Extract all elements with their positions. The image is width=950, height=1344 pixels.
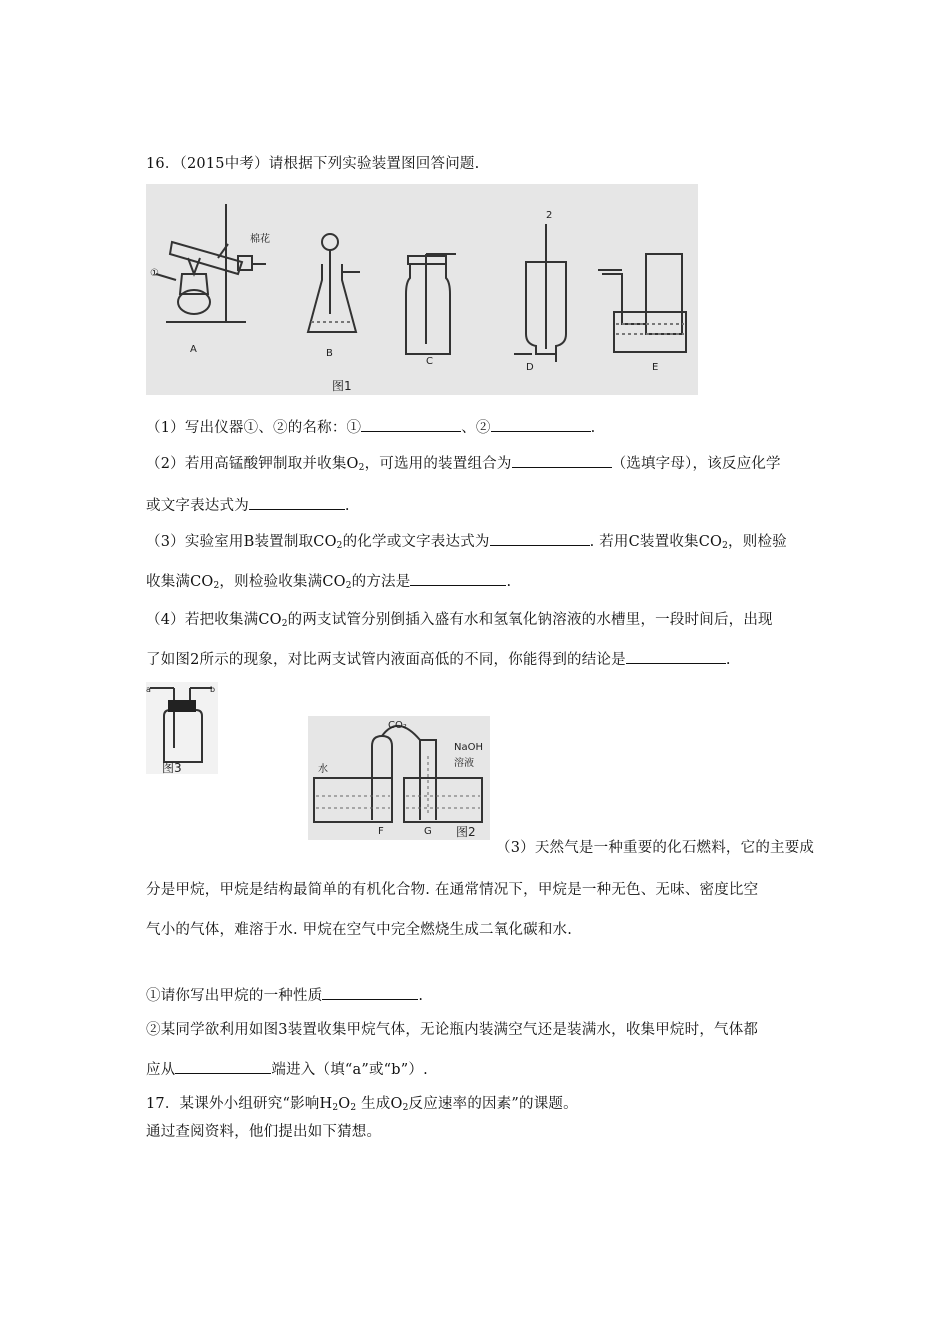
answer-blank [249,495,345,511]
apparatus-e-label: E [652,362,659,373]
apparatus-d-label: D [526,362,534,373]
answer-blank [490,531,590,547]
apparatus-a-label: A [190,344,197,355]
q16-part2: （2）若用高锰酸钾制取并收集$O_2$，可选用的装置组合为 （选填字母），该反应化学 [146,452,781,473]
q16-methane-collect-cont: 应从 端进入（填“a”或“b”）. [146,1058,428,1079]
port-b-label: b [210,685,216,694]
q16-part4-cont: 了如图2所示的现象，对比两支试管内液面高低的不同，你能得到的结论是 . [146,648,731,669]
question-17-title: 17．某课外小组研究“影响$H_2O_2$ 生成$O_2$反应速率的因素”的课题。 [146,1096,578,1113]
figure-2-caption: 图2 [456,825,476,839]
q16-part3-cont: 收集满$CO_2$，则检验收集满$CO_2$的方法是 . [146,570,511,591]
q16-gas-line2: 分是甲烷，甲烷是结构最简单的有机化合物. 在通常情况下，甲烷是一种无色、无味、密度比空 [146,882,759,898]
figure-1 [146,184,698,395]
water-label: 水 [318,764,328,775]
solution-label: 溶液 [454,758,474,769]
q16-methane-collect: ②某同学欲利用如图3装置收集甲烷气体，无论瓶内装满空气还是装满水，收集甲烷时，气体都 [146,1022,759,1038]
naoh-label: NaOH [454,742,483,753]
cotton-label: 棉花 [250,234,270,245]
q16-part2-cont: 或文字表达式为 . [146,494,350,515]
tube-g-label: G [424,826,432,837]
tube-f-label: F [378,826,384,837]
figure-2 [308,716,490,840]
q16-part1: （1）写出仪器①、②的名称：① 、② . [146,416,595,437]
question-17-line2: 通过查阅资料，他们提出如下猜想。 [146,1124,382,1140]
answer-blank [361,417,461,433]
port-a-label: a [146,685,151,694]
co2-label: CO₂ [388,720,407,731]
q16-gas-intro: （3）天然气是一种重要的化石燃料，它的主要成 [496,840,815,856]
answer-blank [175,1059,271,1075]
apparatus-c-label: C [426,356,433,367]
answer-blank [626,649,726,665]
q16-methane-property: ①请你写出甲烷的一种性质 . [146,984,423,1005]
answer-blank [512,453,612,469]
question-16-title: 16．（2015中考）请根据下列实验装置图回答问题. [146,156,480,172]
answer-blank [491,417,591,433]
answer-blank [410,571,506,587]
q16-part3: （3）实验室用B装置制取$CO_2$的化学或文字表达式为 . 若用C装置收集$CO_2$，则检验 [146,530,787,551]
apparatus-b-label: B [326,348,333,359]
figure-3-caption: 图3 [162,761,182,774]
label-two: 2 [546,210,553,221]
answer-blank [322,985,418,1001]
figure-1-caption: 图1 [332,379,352,393]
q16-gas-line3: 气小的气体，难溶于水. 甲烷在空气中完全燃烧生成二氧化碳和水. [146,922,573,938]
label-one: ① [150,268,159,279]
figure-3 [146,682,218,774]
q16-part4: （4）若把收集满$CO_2$的两支试管分别倒插入盛有水和氢氧化钠溶液的水槽里，一段时间后，出现 [146,612,773,629]
